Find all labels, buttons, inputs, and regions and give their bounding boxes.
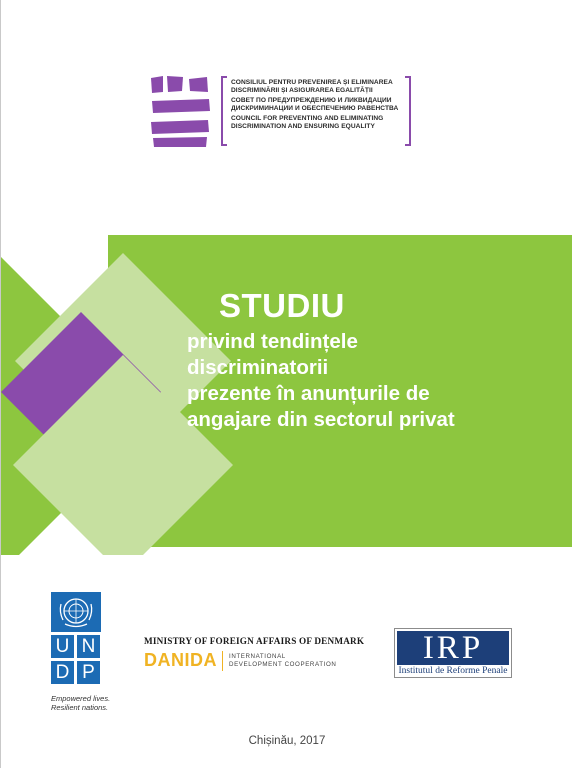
danida-wordmark: DANIDA	[144, 650, 217, 670]
irp-full-name: Institutul de Reforme Penale	[398, 666, 508, 676]
undp-logo	[51, 592, 103, 687]
danida-subtitle-line-1: INTERNATIONAL	[229, 652, 286, 660]
danida-logo	[144, 636, 365, 671]
study-title: STUDIU	[219, 287, 345, 324]
undp-tagline-line-1: Empowered lives.	[51, 694, 111, 703]
undp-letter-p: P	[77, 661, 100, 684]
council-name-ro-line-1: CONSILIUL PENTRU PREVENIREA ȘI ELIMINAREA	[231, 79, 393, 86]
left-bracket	[221, 76, 227, 146]
subtitle-line-2: discriminatorii	[187, 356, 329, 379]
undp-tagline	[51, 694, 131, 712]
undp-letter-u: U	[51, 635, 74, 658]
council-name-ro-line-2: DISCRIMINĂRII ȘI ASIGURAREA EGALITĂȚII	[231, 87, 373, 95]
irp-acronym: IRP	[397, 631, 509, 665]
council-logo-mark	[149, 74, 211, 148]
undp-letter-n: N	[77, 635, 100, 658]
title-block	[187, 288, 547, 433]
council-name-ru-line-1: СОВЕТ ПО ПРЕДУПРЕЖДЕНИЮ И ЛИКВИДАЦИИ	[231, 97, 392, 105]
danida-separator	[222, 651, 223, 671]
council-name-block	[221, 76, 411, 146]
study-subtitle	[187, 329, 547, 433]
undp-tagline-line-2: Resilient nations.	[51, 703, 109, 712]
right-bracket	[405, 76, 411, 146]
undp-letter-d: D	[51, 661, 74, 684]
council-name-ru-line-2: ДИСКРИМИНАЦИИ И ОБЕСПЕЧЕНИЮ РАВЕНСТВА	[231, 105, 399, 113]
danida-ministry-text: MINISTRY OF FOREIGN AFFAIRS OF DENMARK	[144, 636, 365, 646]
un-emblem	[51, 592, 101, 632]
irp-logo	[394, 628, 512, 678]
subtitle-line-3: prezente în anunțurile de	[187, 382, 430, 405]
danida-subtitle-line-2: DEVELOPMENT COOPERATION	[229, 660, 337, 668]
subtitle-line-1: privind tendințele	[187, 330, 358, 353]
council-name-en-line-1: COUNCIL FOR PREVENTING AND ELIMINATING	[231, 115, 384, 123]
subtitle-line-4: angajare din sectorul privat	[187, 408, 455, 431]
council-name-en-line-2: DISCRIMINATION AND ENSURING EQUALITY	[231, 123, 375, 131]
un-emblem-icon	[51, 592, 101, 632]
danida-subtitle	[229, 653, 336, 669]
place-and-year: Chișinău, 2017	[248, 735, 326, 747]
